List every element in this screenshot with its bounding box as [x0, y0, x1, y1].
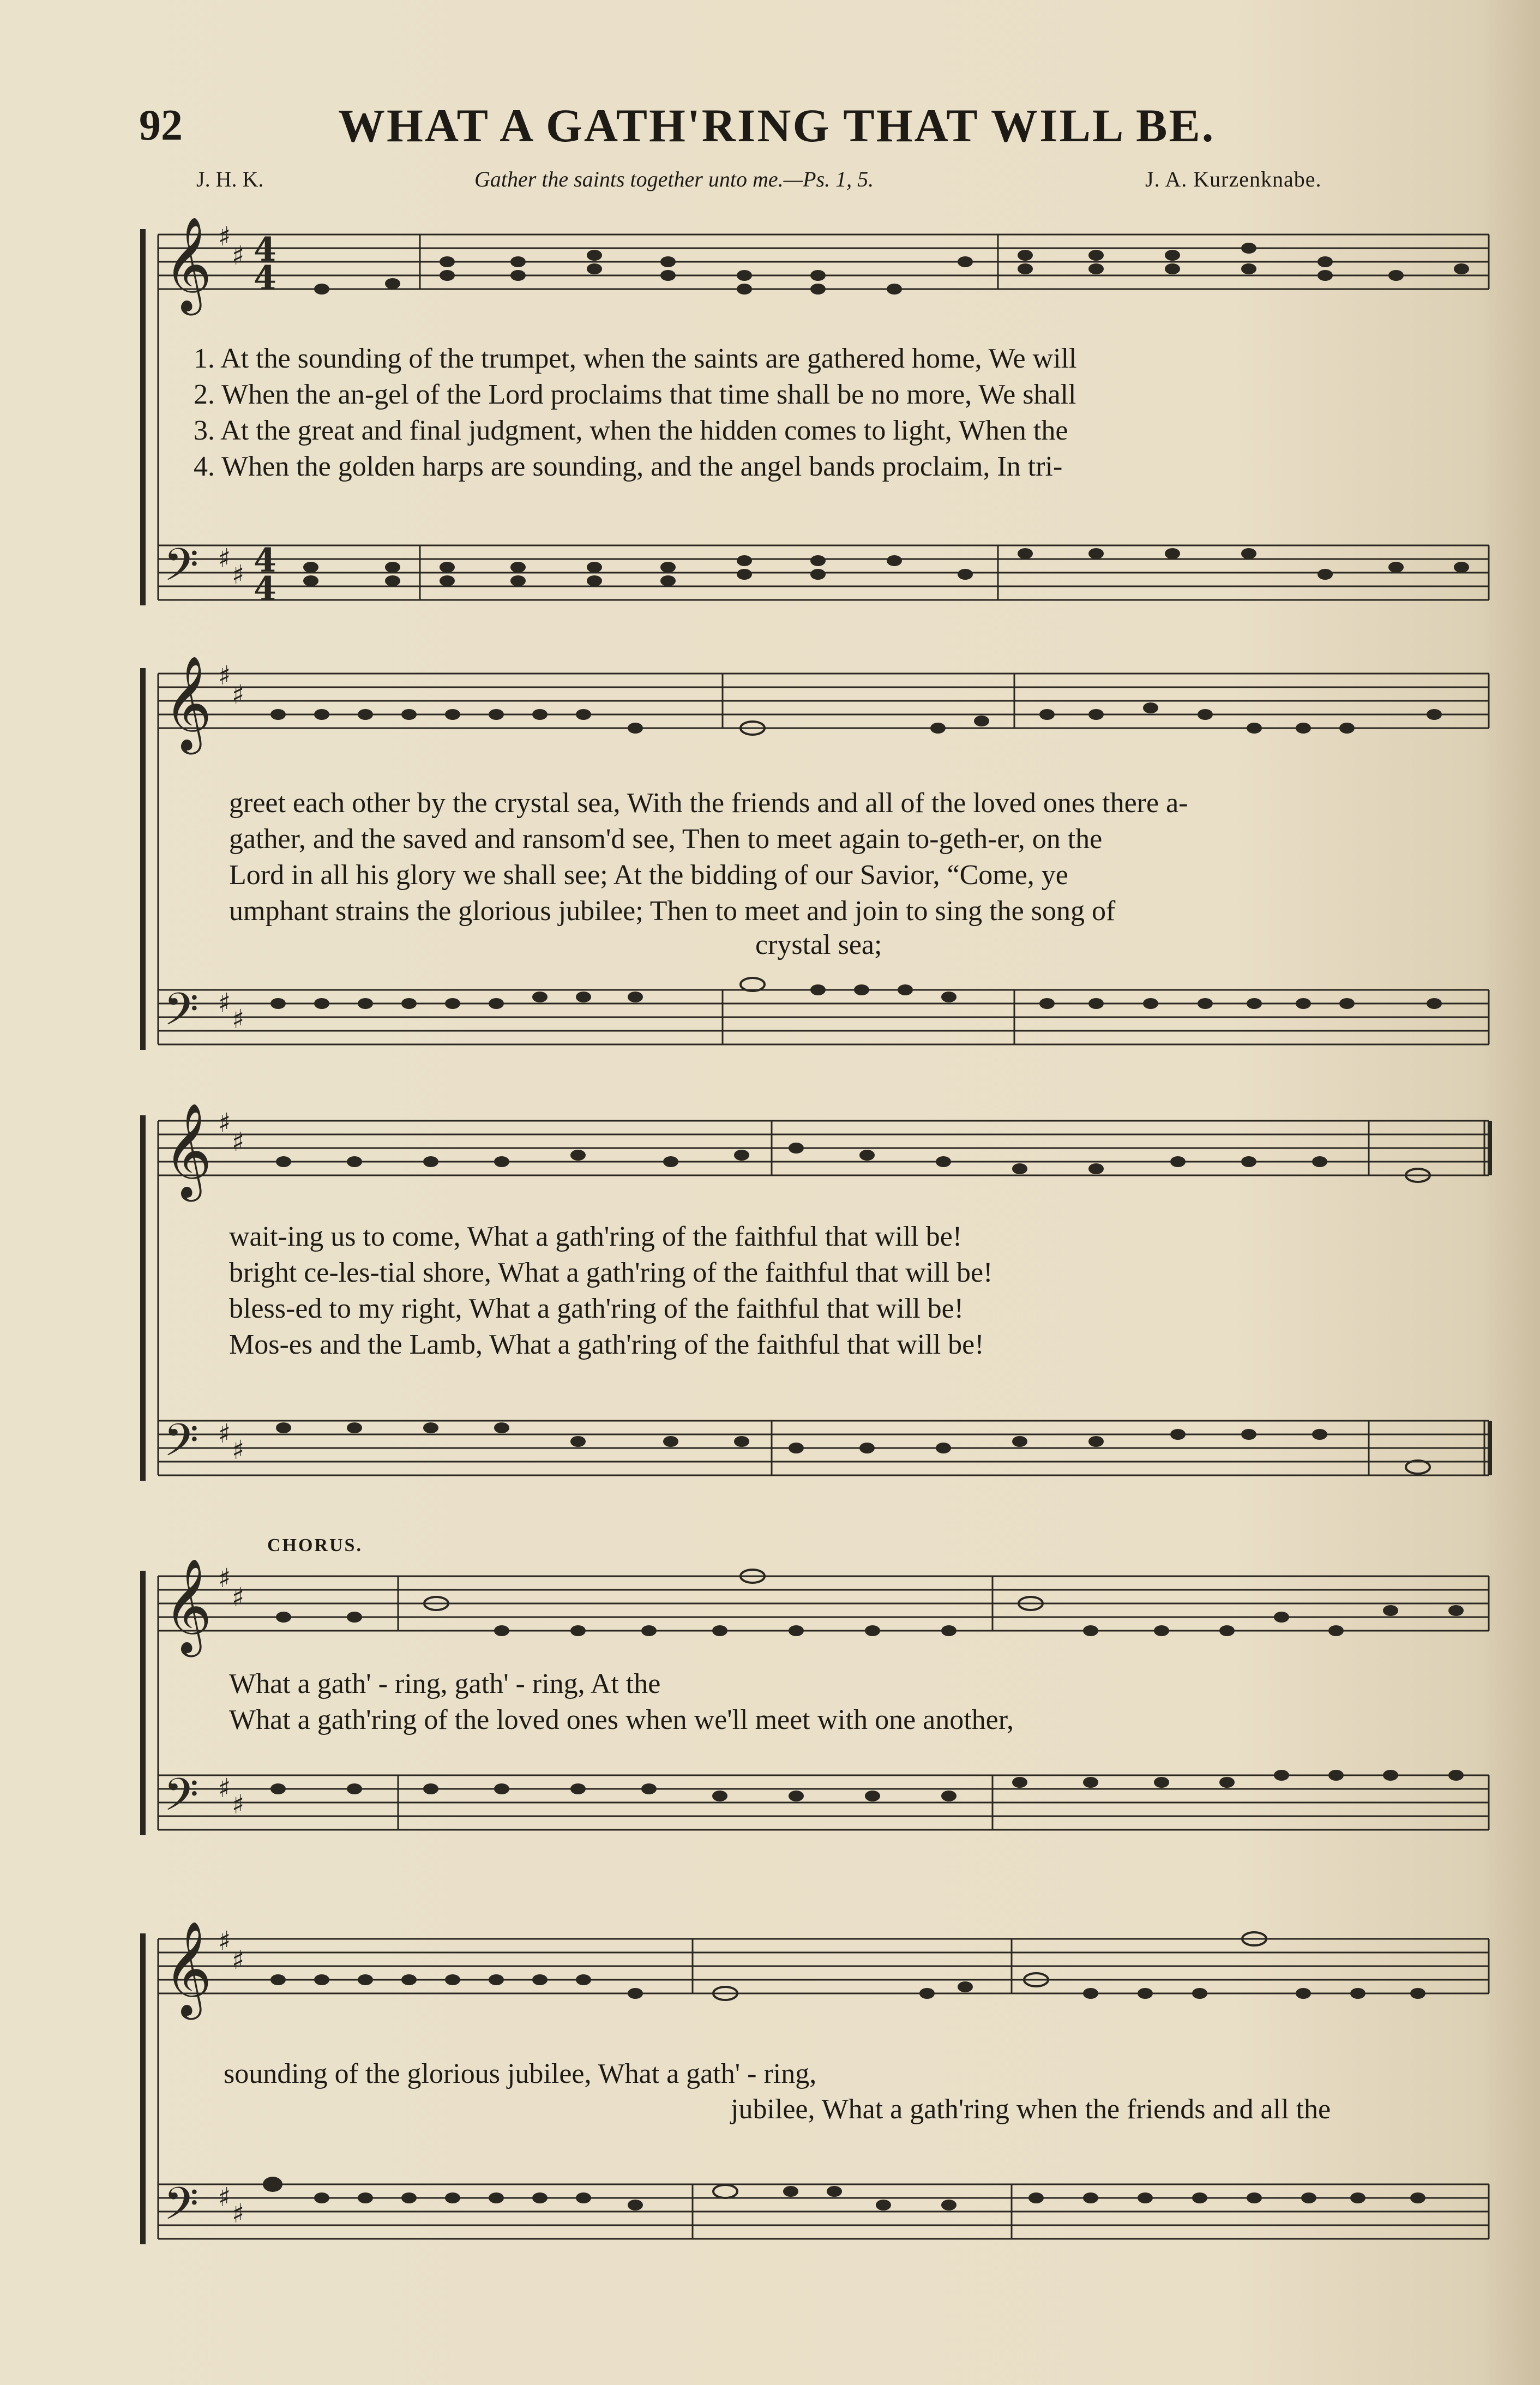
- svg-text:4: 4: [254, 542, 276, 580]
- svg-text:♯: ♯: [232, 241, 245, 271]
- verse-3-line: bless-ed to my right, What a gath'ring of the faithful that will be!: [229, 1293, 964, 1324]
- svg-text:♯: ♯: [218, 221, 231, 252]
- treble-clef-icon: 𝄞: [164, 1921, 212, 2016]
- staff-system-5-bass: [158, 2184, 1489, 2239]
- lyrics-system-5-line-2: jubilee, What a gath'ring when the friends and all the: [731, 2094, 1331, 2125]
- staff-system-4-bass: [158, 1775, 1489, 1830]
- svg-text:♯: ♯: [218, 543, 231, 574]
- verse-4-line: Mos-es and the Lamb, What a gath'ring of the faithful that will be!: [229, 1329, 984, 1360]
- svg-text:♯: ♯: [232, 1789, 245, 1820]
- chorus-line-2: What a gath'ring of the loved ones when we'll meet with one another,: [229, 1704, 1014, 1735]
- verse-4-line: 4. When the golden harps are sounding, and the angel bands proclaim, In tri-: [194, 451, 1063, 482]
- verse-2-line: 2. When the an-gel of the Lord proclaims that time shall be no more, We shall: [194, 379, 1076, 410]
- svg-text:♯: ♯: [232, 1004, 245, 1035]
- composer-credit: J. A. Kurzenknabe.: [1145, 167, 1322, 191]
- lyrics-system-4: [229, 1666, 1014, 1738]
- author-initials: J. H. K.: [196, 167, 264, 191]
- notes-system-5-bass: [263, 2177, 1425, 2210]
- svg-text:♯: ♯: [232, 1127, 245, 1157]
- verse-2-line: bright ce-les-tial shore, What a gath'ring of the faithful that will be!: [229, 1257, 993, 1288]
- svg-text:♯: ♯: [218, 1563, 231, 1594]
- verse-4-line: umphant strains the glorious jubilee; Then to meet and join to sing the song of: [229, 896, 1116, 927]
- staff-system-1-treble: [158, 235, 1489, 289]
- lyrics-system-5-line-1: sounding of the glorious jubilee, What a gath' - ring,: [224, 2058, 817, 2089]
- verse-3-line: 3. At the great and final judgment, when the hidden comes to light, When the: [194, 415, 1068, 446]
- staff-system-5-treble: [158, 1939, 1489, 1993]
- page-number: 92: [139, 101, 183, 149]
- svg-text:♯: ♯: [218, 660, 231, 691]
- bass-clef-icon: 𝄢: [164, 2177, 199, 2241]
- svg-text:4: 4: [254, 231, 276, 269]
- treble-clef-icon: 𝄞: [164, 217, 212, 311]
- treble-clef-icon: 𝄞: [164, 1103, 212, 1198]
- bass-clef-icon: 𝄢: [164, 1414, 199, 1477]
- svg-text:♯: ♯: [232, 1582, 245, 1613]
- verse-1-line: wait-ing us to come, What a gath'ring of the faithful that will be!: [229, 1221, 962, 1252]
- bass-clef-icon: 𝄢: [164, 983, 199, 1047]
- verse-1-line: 1. At the sounding of the trumpet, when the saints are gathered home, We will: [194, 343, 1077, 374]
- svg-text:♯: ♯: [232, 1945, 245, 1975]
- notes-system-1-bass: [303, 548, 1469, 586]
- lyrics-system-3: [229, 1219, 992, 1363]
- svg-text:♯: ♯: [218, 2182, 231, 2213]
- chorus-line-1: What a gath' - ring, gath' - ring, At the: [229, 1668, 661, 1699]
- notes-system-2: [270, 702, 1442, 735]
- svg-text:♯: ♯: [218, 1926, 231, 1956]
- staff-system-4-treble: [158, 1576, 1489, 1631]
- svg-text:♯: ♯: [218, 988, 231, 1018]
- svg-text:4: 4: [254, 570, 276, 608]
- verse-1-line: greet each other by the crystal sea, With the friends and all of the loved ones there a-: [229, 788, 1188, 819]
- staff-system-2-treble: [158, 674, 1489, 728]
- bass-clef-icon: 𝄢: [164, 538, 199, 602]
- svg-text:4: 4: [254, 259, 276, 297]
- scripture-reference: Gather the saints together unto me.—Ps. 1, 5.: [474, 167, 874, 191]
- treble-clef-icon: 𝄞: [164, 656, 212, 750]
- svg-text:♯: ♯: [218, 1773, 231, 1804]
- notes-system-1: [314, 243, 1469, 295]
- verse-3-line: Lord in all his glory we shall see; At the bidding of our Savior, “Come, ye: [229, 860, 1068, 891]
- verse-2-line: gather, and the saved and ransom'd see, Then to meet again to-geth-er, on the: [229, 824, 1103, 855]
- svg-text:♯: ♯: [218, 1108, 231, 1138]
- bass-clef-icon: 𝄢: [164, 1768, 199, 1832]
- lyrics-system-1: [194, 341, 1077, 485]
- treble-clef-icon: 𝄞: [164, 1558, 212, 1653]
- chorus-label: CHORUS.: [267, 1535, 363, 1555]
- hymn-title: WHAT A GATH'RING THAT WILL BE.: [338, 99, 1216, 152]
- staff-system-3-treble: [158, 1121, 1489, 1175]
- svg-text:♯: ♯: [232, 2198, 245, 2229]
- svg-text:♯: ♯: [232, 1435, 245, 1465]
- lyrics-system-2: [229, 785, 1188, 929]
- staff-system-2-bass: [158, 990, 1489, 1044]
- svg-text:♯: ♯: [218, 1419, 231, 1449]
- svg-text:♯: ♯: [232, 680, 245, 710]
- bass-cue-text: crystal sea;: [755, 929, 882, 960]
- svg-text:♯: ♯: [232, 560, 245, 590]
